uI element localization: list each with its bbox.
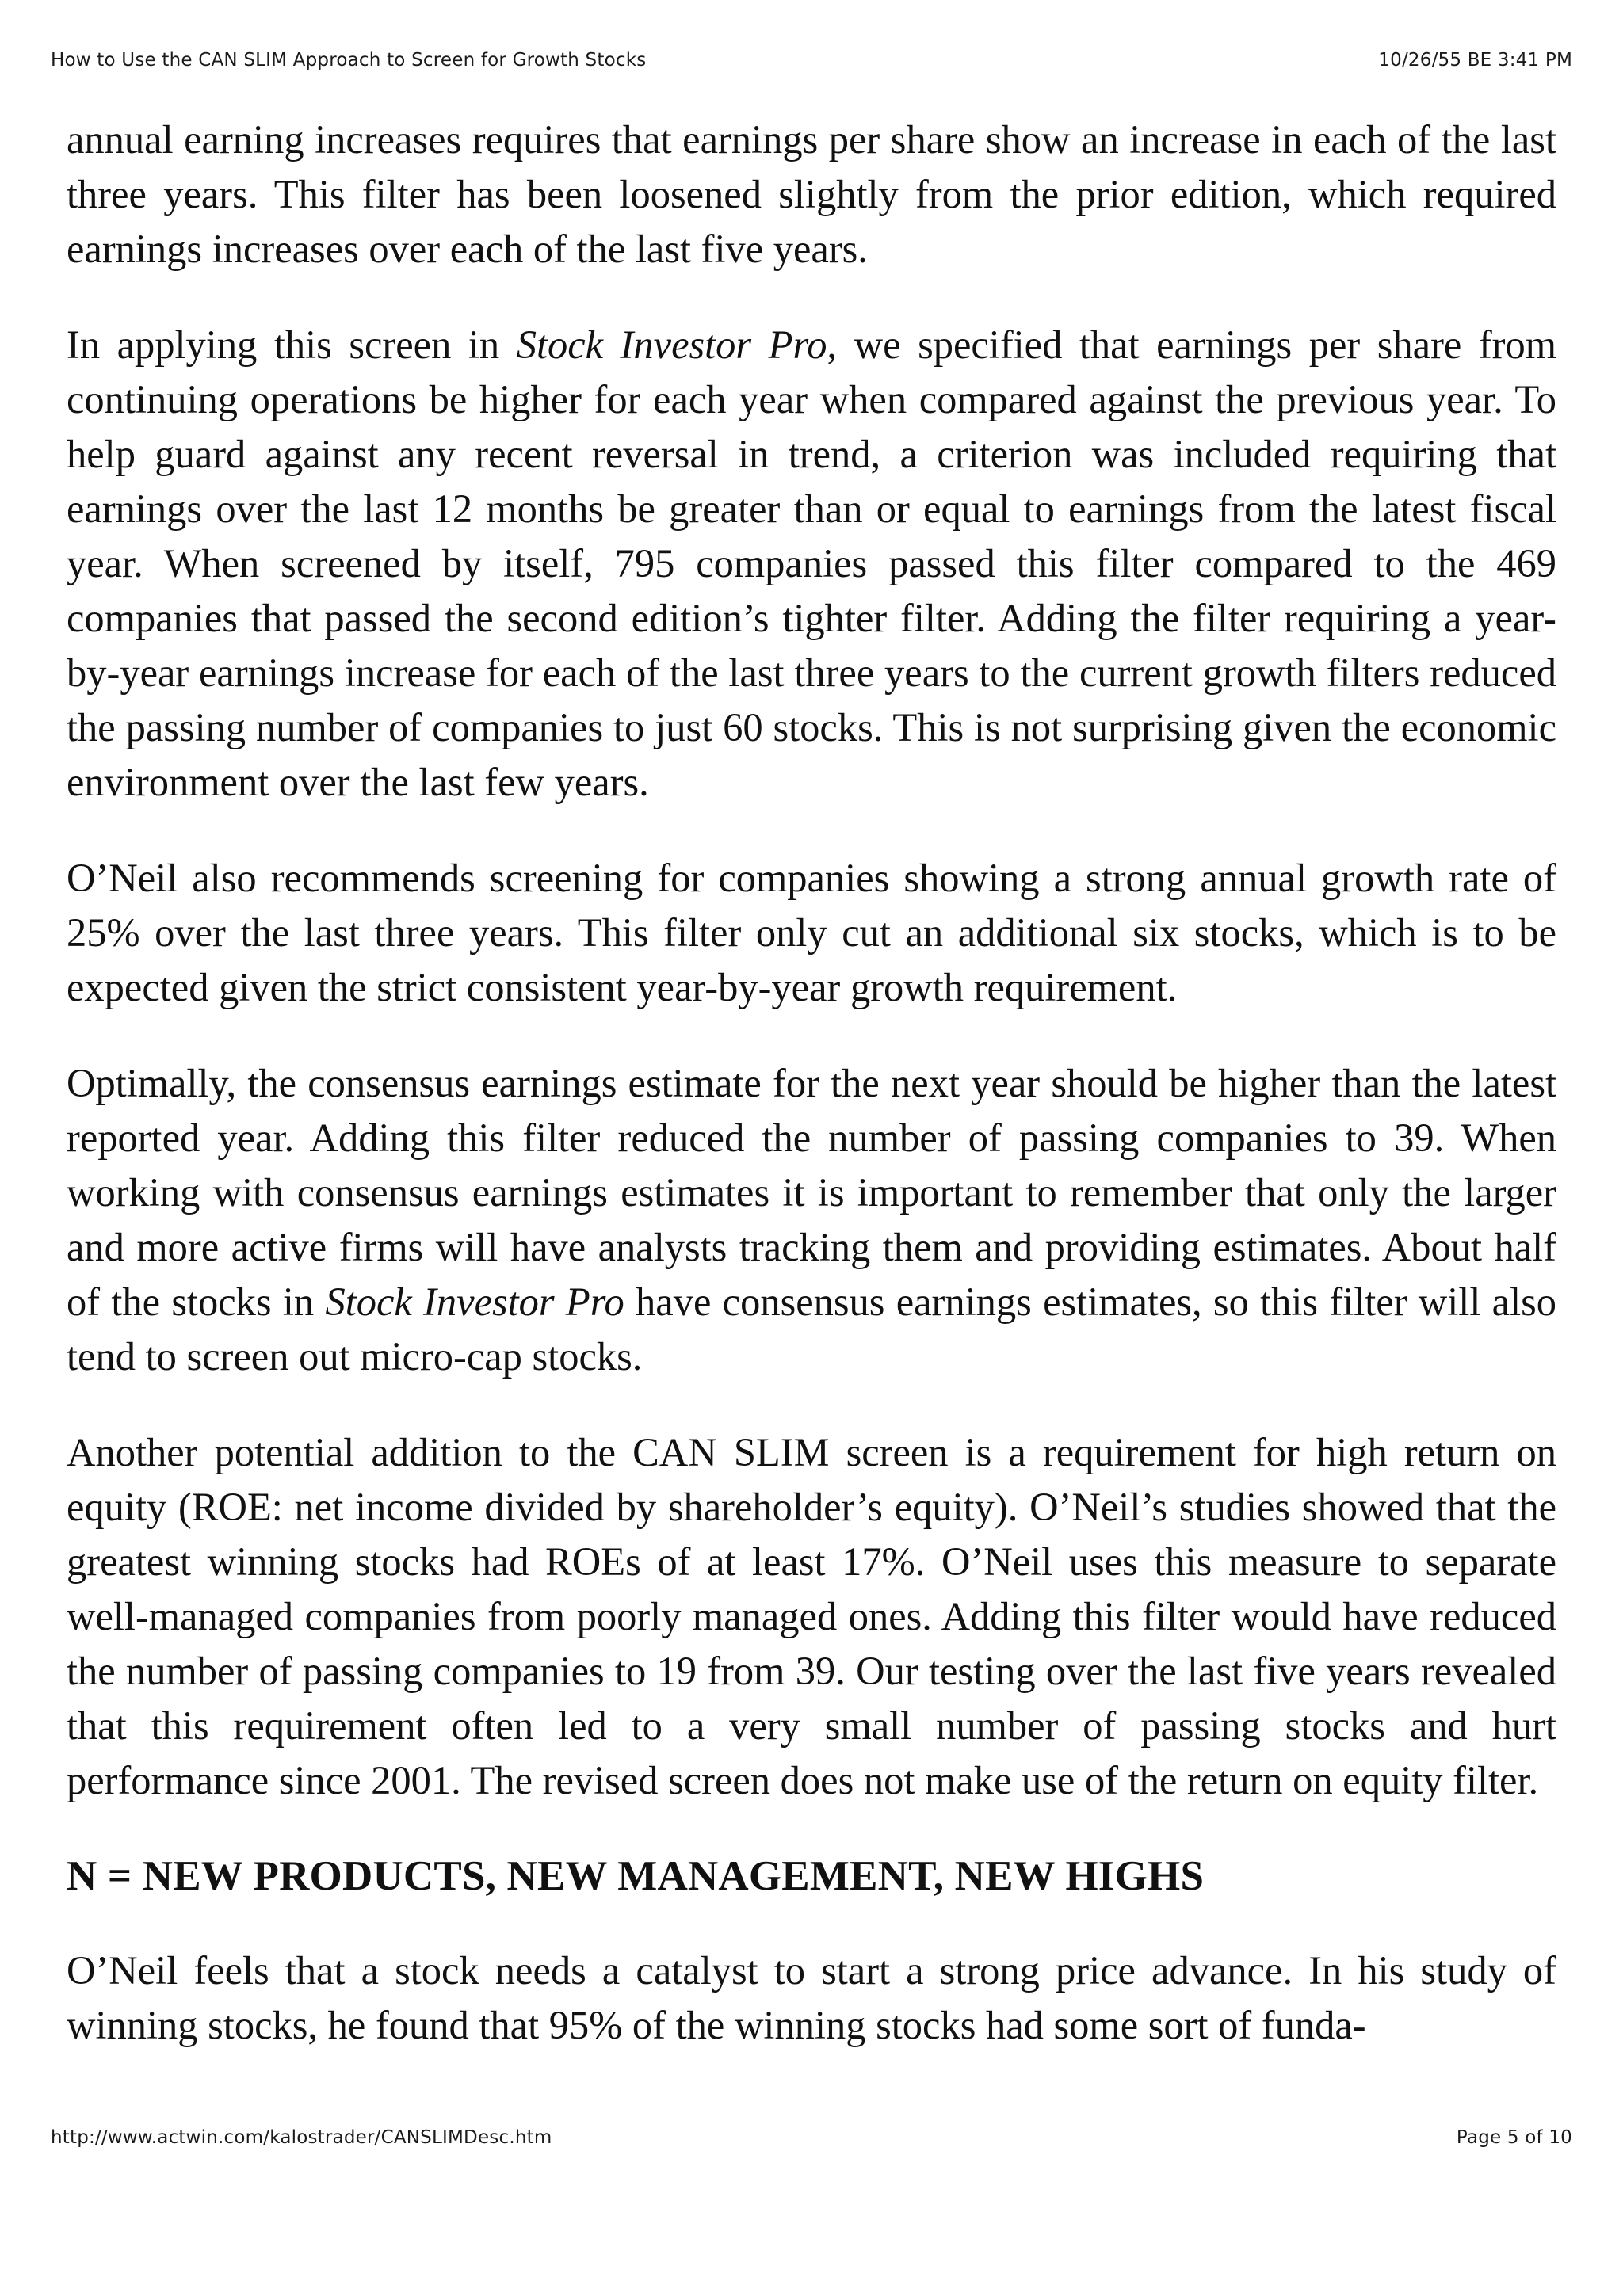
page-url: http://www.actwin.com/kalostrader/CANSLIMDesc.htm <box>51 2127 552 2148</box>
paragraph-annual-growth-rate: O’Neil also recommends screening for companies showing a strong annual growth rate of 25% over the last three years. This filter only cut an additional six stocks, which is to be expected given the strict consistent year-by-year growth requirement. <box>67 856 1556 1009</box>
print-header <box>51 44 1572 76</box>
paragraph-return-on-equity: Another potential addition to the CAN SLIM screen is a requirement for high return on equity (ROE: net income divided by shareholder’s equity). O’Neil’s studies showed that the greatest winning stocks had ROEs of at least 17%. O’Neil uses this measure to separate well-managed companies from poorly managed ones. Adding this filter would have reduced the number of passing companies to 19 from 39. Our testing over the last five years revealed that this requirement often led to a very small number of passing stocks and hurt performance since 2001. The revised screen does not make use of the return on equity filter. <box>67 1430 1556 1802</box>
paragraph-text: , we specified that earnings per share from continuing operations be higher for each year when compared against the previous year. To help guard against any recent reversal in trend, a criterion was included requiring that earnings over the last 12 months be greater than or equal to earnings from the latest fiscal year. When screened by itself, 795 companies passed this filter compared to the 469 companies that passed the second edition’s tighter filter. Adding the filter requiring a year-by-year earnings increase for each of the last three years to the current growth filters reduced the passing number of companies to just 60 stocks. This is not surprising given the economic environment over the last few years. <box>67 322 1557 804</box>
paragraph-text: In applying this screen in <box>67 322 517 367</box>
document-title: How to Use the CAN SLIM Approach to Screen for Growth Stocks <box>51 50 647 71</box>
paragraph-catalyst: O’Neil feels that a stock needs a catalyst to start a strong price advance. In his study of winning stocks, he found that 95% of the winning stocks had some sort of funda- <box>67 1948 1556 2047</box>
print-datetime: 10/26/55 BE 3:41 PM <box>1378 50 1572 71</box>
paragraph-annual-earnings: annual earning increases requires that earnings per share show an increase in each of the last three years. This filter has been loosened slightly from the prior edition, which required earnings increases over each of the last five years. <box>67 117 1556 271</box>
product-name: Stock Investor Pro <box>516 322 827 367</box>
section-heading: N = NEW PRODUCTS, NEW MANAGEMENT, NEW HIGHS <box>67 1853 1205 1899</box>
print-footer <box>51 2122 1572 2153</box>
page-number: Page 5 of 10 <box>1456 2127 1572 2148</box>
product-name: Stock Investor Pro <box>325 1280 624 1324</box>
paragraph-consensus-estimates <box>67 1056 1556 1384</box>
article-body <box>67 113 1556 2053</box>
paragraph-text: have consensus earnings estimates, so this filter will also tend to screen out micro-cap stocks. <box>67 1280 1556 1379</box>
paragraph-screen-application <box>67 318 1556 810</box>
paragraph-text: Optimally, the consensus earnings estimate for the next year should be higher than the latest reported year. Adding this filter reduced the number of passing companies to 39. When working with consensus earnings estimates it is important to remember that only the larger and more active firms will have analysts tracking them and providing estimates. About half of the stocks in <box>67 1061 1556 1324</box>
